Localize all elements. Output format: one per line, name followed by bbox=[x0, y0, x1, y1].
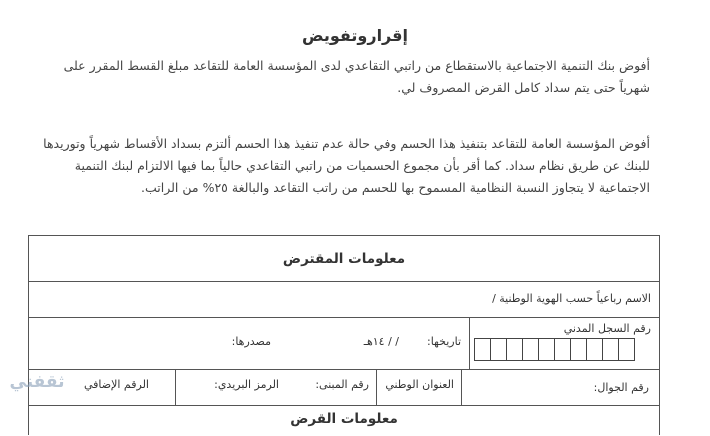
borrower-form bbox=[28, 235, 660, 435]
full-name-label: الاسم رباعياً حسب الهوية الوطنية / bbox=[492, 292, 651, 305]
issuer-label: مصدرها: bbox=[231, 335, 271, 348]
civil-registry-digit-box[interactable] bbox=[618, 338, 635, 361]
civil-registry-digit-box[interactable] bbox=[522, 338, 539, 361]
mobile-label: رقم الجوال: bbox=[593, 381, 649, 394]
national-address-label: العنوان الوطني bbox=[385, 378, 454, 391]
civil-registry-number-boxes[interactable] bbox=[475, 338, 635, 361]
building-number-label: رقم المبنى: bbox=[315, 378, 369, 391]
document-title: إقراروتفويض bbox=[302, 26, 408, 45]
acknowledgement-paragraph: أفوض المؤسسة العامة للتقاعد بتنفيذ هذا الحسم وفي حالة عدم تنفيذ هذا الحسم ألتزم بسداد الأقساط شهرياً وتوريدها للبنك عن طريق نظام سداد. كما أقر بأن مجموع الحسميات من راتبي التقاعدي حالياً بما فيها الالتزام لبنك التنمية الاجتماعية لا يتجاوز النسبة النظامية المسموح بها للحسم من راتب التقاعد والبالغة ٢٥% من الراتب. bbox=[43, 136, 650, 195]
full-name-row bbox=[29, 282, 659, 318]
date-label: تاريخها: bbox=[426, 335, 461, 348]
additional-number-label: الرقم الإضافي bbox=[83, 378, 149, 391]
civil-registry-digit-box[interactable] bbox=[490, 338, 507, 361]
civil-registry-digit-box[interactable] bbox=[602, 338, 619, 361]
authorization-paragraph: أفوض بنك التنمية الاجتماعية بالاستقطاع من راتبي التقاعدي لدى المؤسسة العامة للتقاعد مبلغ القسط المقرر على شهرياً حتى يتم سداد كامل القرض المصروف لي. bbox=[63, 58, 650, 95]
civil-registry-digit-box[interactable] bbox=[554, 338, 571, 361]
civil-registry-digit-box[interactable] bbox=[570, 338, 587, 361]
id-row bbox=[29, 318, 659, 370]
site-watermark: ثقفني bbox=[9, 372, 65, 392]
cell-divider bbox=[461, 370, 462, 405]
cell-divider bbox=[175, 370, 176, 405]
civil-registry-digit-box[interactable] bbox=[474, 338, 491, 361]
civil-registry-digit-box[interactable] bbox=[506, 338, 523, 361]
postal-code-label: الرمز البريدي: bbox=[214, 378, 279, 391]
borrower-section-title: معلومات المقترض bbox=[29, 236, 659, 282]
civil-registry-digit-box[interactable] bbox=[538, 338, 555, 361]
contact-row bbox=[29, 370, 659, 406]
cell-divider bbox=[376, 370, 377, 405]
loan-section-title: معلومات القرض bbox=[290, 411, 398, 427]
civil-registry-digit-box[interactable] bbox=[586, 338, 603, 361]
civil-registry-label: رقم السجل المدني bbox=[563, 322, 651, 335]
cell-divider bbox=[469, 318, 470, 369]
date-value: / / ١٤هـ bbox=[363, 335, 399, 348]
